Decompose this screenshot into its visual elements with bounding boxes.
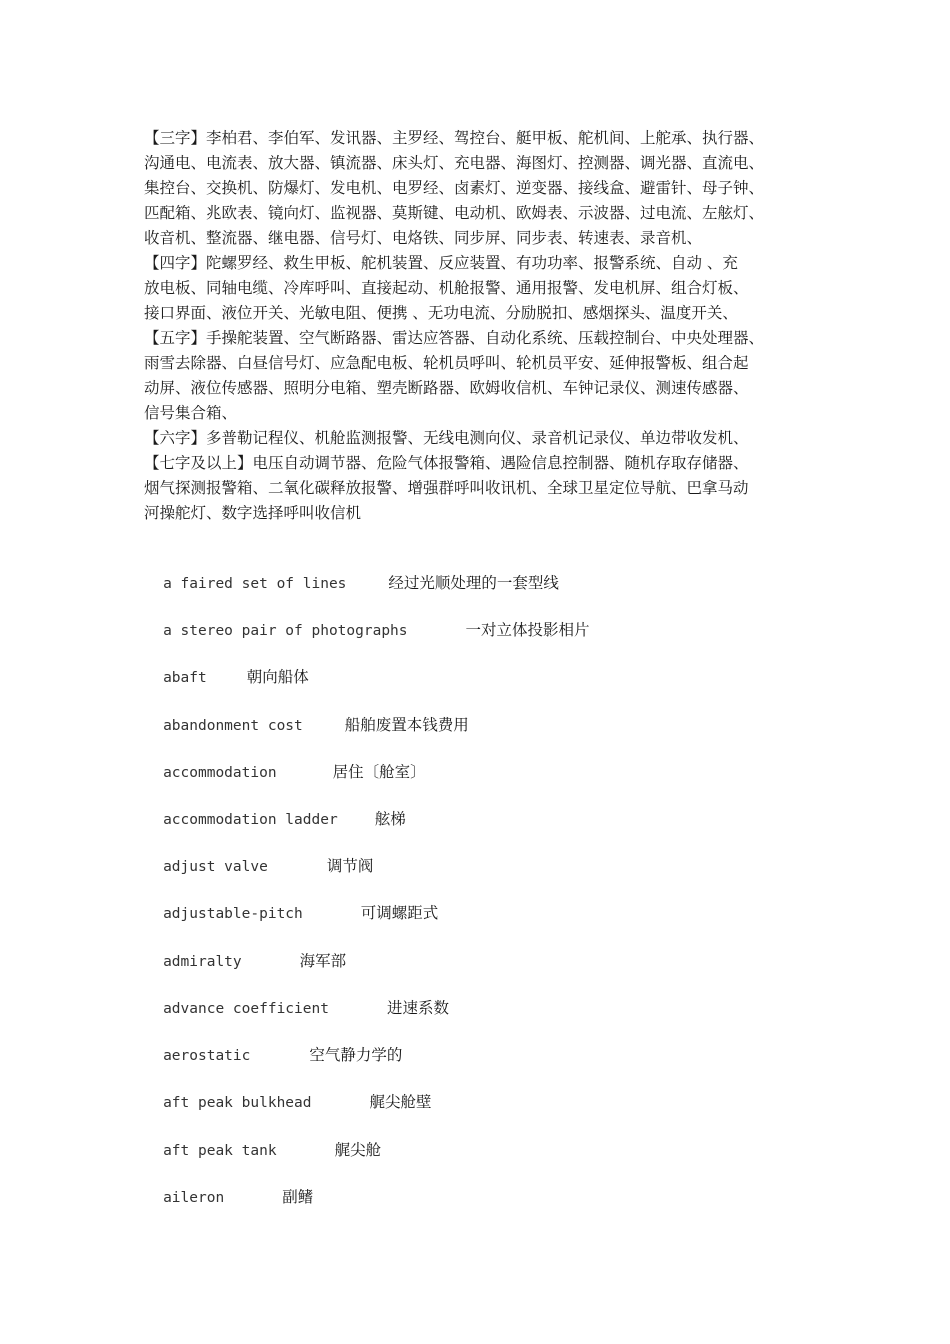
chinese-translation: 艉尖舱壁 xyxy=(369,1093,432,1111)
english-term: adjustable-pitch xyxy=(163,906,303,922)
paragraph-line: 【五字】手操舵装置、空气断路器、雷达应答器、自动化系统、压载控制台、中央处理器、 xyxy=(144,329,765,347)
glossary-entry xyxy=(144,641,309,686)
paragraph-line: 集控台、交换机、防爆灯、发电机、电罗经、卤素灯、逆变器、接线盒、避雷针、母子钟、 xyxy=(144,179,765,197)
english-term: a faired set of lines xyxy=(163,576,347,592)
glossary-entry xyxy=(144,783,406,828)
glossary-entry xyxy=(144,736,426,781)
paragraph-line: 【四字】陀螺罗经、救生甲板、舵机装置、反应装置、有功功率、报警系统、自动 、充 xyxy=(144,254,738,272)
paragraph-line: 接口界面、液位开关、光敏电阻、便携 、无功电流、分励脱扣、感烟探头、温度开关、 xyxy=(144,304,738,322)
english-term: aileron xyxy=(163,1190,225,1206)
paragraph-line: 信号集合箱、 xyxy=(144,404,238,422)
glossary-entry xyxy=(144,877,439,922)
glossary-entry xyxy=(144,972,449,1017)
paragraph-line: 烟气探测报警箱、二氧化碳释放报警、增强群呼叫收讯机、全球卫星定位导航、巴拿马动 xyxy=(144,479,749,497)
chinese-translation: 朝向船体 xyxy=(246,668,309,686)
paragraph-line: 动屏、液位传感器、照明分电箱、塑壳断路器、欧姆收信机、车钟记录仪、测速传感器、 xyxy=(144,379,749,397)
glossary-entry xyxy=(144,1066,432,1111)
chinese-translation: 一对立体投影相片 xyxy=(465,621,590,639)
glossary-entry xyxy=(144,594,590,639)
english-term: accommodation xyxy=(163,765,277,781)
document-page xyxy=(144,126,812,526)
chinese-translation: 可调螺距式 xyxy=(360,904,439,922)
chinese-translation: 船舶废置本钱费用 xyxy=(344,716,469,734)
english-term: aft peak bulkhead xyxy=(163,1095,312,1111)
glossary-entry xyxy=(144,547,559,592)
chinese-translation: 海军部 xyxy=(299,952,347,970)
paragraph-line: 【三字】李柏君、李伯军、发讯器、主罗经、驾控台、艇甲板、舵机间、上舵承、执行器、 xyxy=(144,129,765,147)
term-paragraph xyxy=(144,126,812,526)
english-term: aerostatic xyxy=(163,1048,251,1064)
english-term: admiralty xyxy=(163,954,242,970)
paragraph-line: 【六字】多普勒记程仪、机舱监测报警、无线电测向仪、录音机记录仪、单边带收发机、 xyxy=(144,429,749,447)
english-term: accommodation ladder xyxy=(163,812,338,828)
chinese-translation: 进速系数 xyxy=(386,999,449,1017)
paragraph-line: 放电板、同轴电缆、冷库呼叫、直接起动、机舱报警、通用报警、发电机屏、组合灯板、 xyxy=(144,279,749,297)
english-term: aft peak tank xyxy=(163,1143,277,1159)
glossary-entry xyxy=(144,1114,382,1159)
glossary-entry xyxy=(144,1161,314,1206)
paragraph-line: 沟通电、电流表、放大器、镇流器、床头灯、充电器、海图灯、控测器、调光器、直流电、 xyxy=(144,154,765,172)
english-term: adjust valve xyxy=(163,859,268,875)
paragraph-line: 河操舵灯、数字选择呼叫收信机 xyxy=(144,504,362,522)
chinese-translation: 舷梯 xyxy=(374,810,406,828)
paragraph-line: 匹配箱、兆欧表、镜向灯、监视器、莫斯键、电动机、欧姆表、示波器、过电流、左舷灯、 xyxy=(144,204,765,222)
english-term: abandonment cost xyxy=(163,718,303,734)
chinese-translation: 艉尖舱 xyxy=(334,1141,382,1159)
english-term: abaft xyxy=(163,670,207,686)
chinese-translation: 经过光顺处理的一套型线 xyxy=(388,574,559,592)
glossary-entry xyxy=(144,830,374,875)
paragraph-line: 收音机、整流器、继电器、信号灯、电烙铁、同步屏、同步表、转速表、录音机、 xyxy=(144,229,703,247)
english-term: advance coefficient xyxy=(163,1001,329,1017)
glossary-entry xyxy=(144,925,347,970)
chinese-translation: 空气静力学的 xyxy=(309,1046,403,1064)
paragraph-line: 雨雪去除器、白昼信号灯、应急配电板、轮机员呼叫、轮机员平安、延伸报警板、组合起 xyxy=(144,354,749,372)
glossary-entry xyxy=(144,689,469,734)
english-term: a stereo pair of photographs xyxy=(163,623,408,639)
paragraph-line: 【七字及以上】电压自动调节器、危险气体报警箱、遇险信息控制器、随机存取存储器、 xyxy=(144,454,749,472)
glossary-entry xyxy=(144,1019,403,1064)
chinese-translation: 调节阀 xyxy=(326,857,374,875)
chinese-translation: 副鳍 xyxy=(282,1188,314,1206)
chinese-translation: 居住〔舱室〕 xyxy=(332,763,426,781)
